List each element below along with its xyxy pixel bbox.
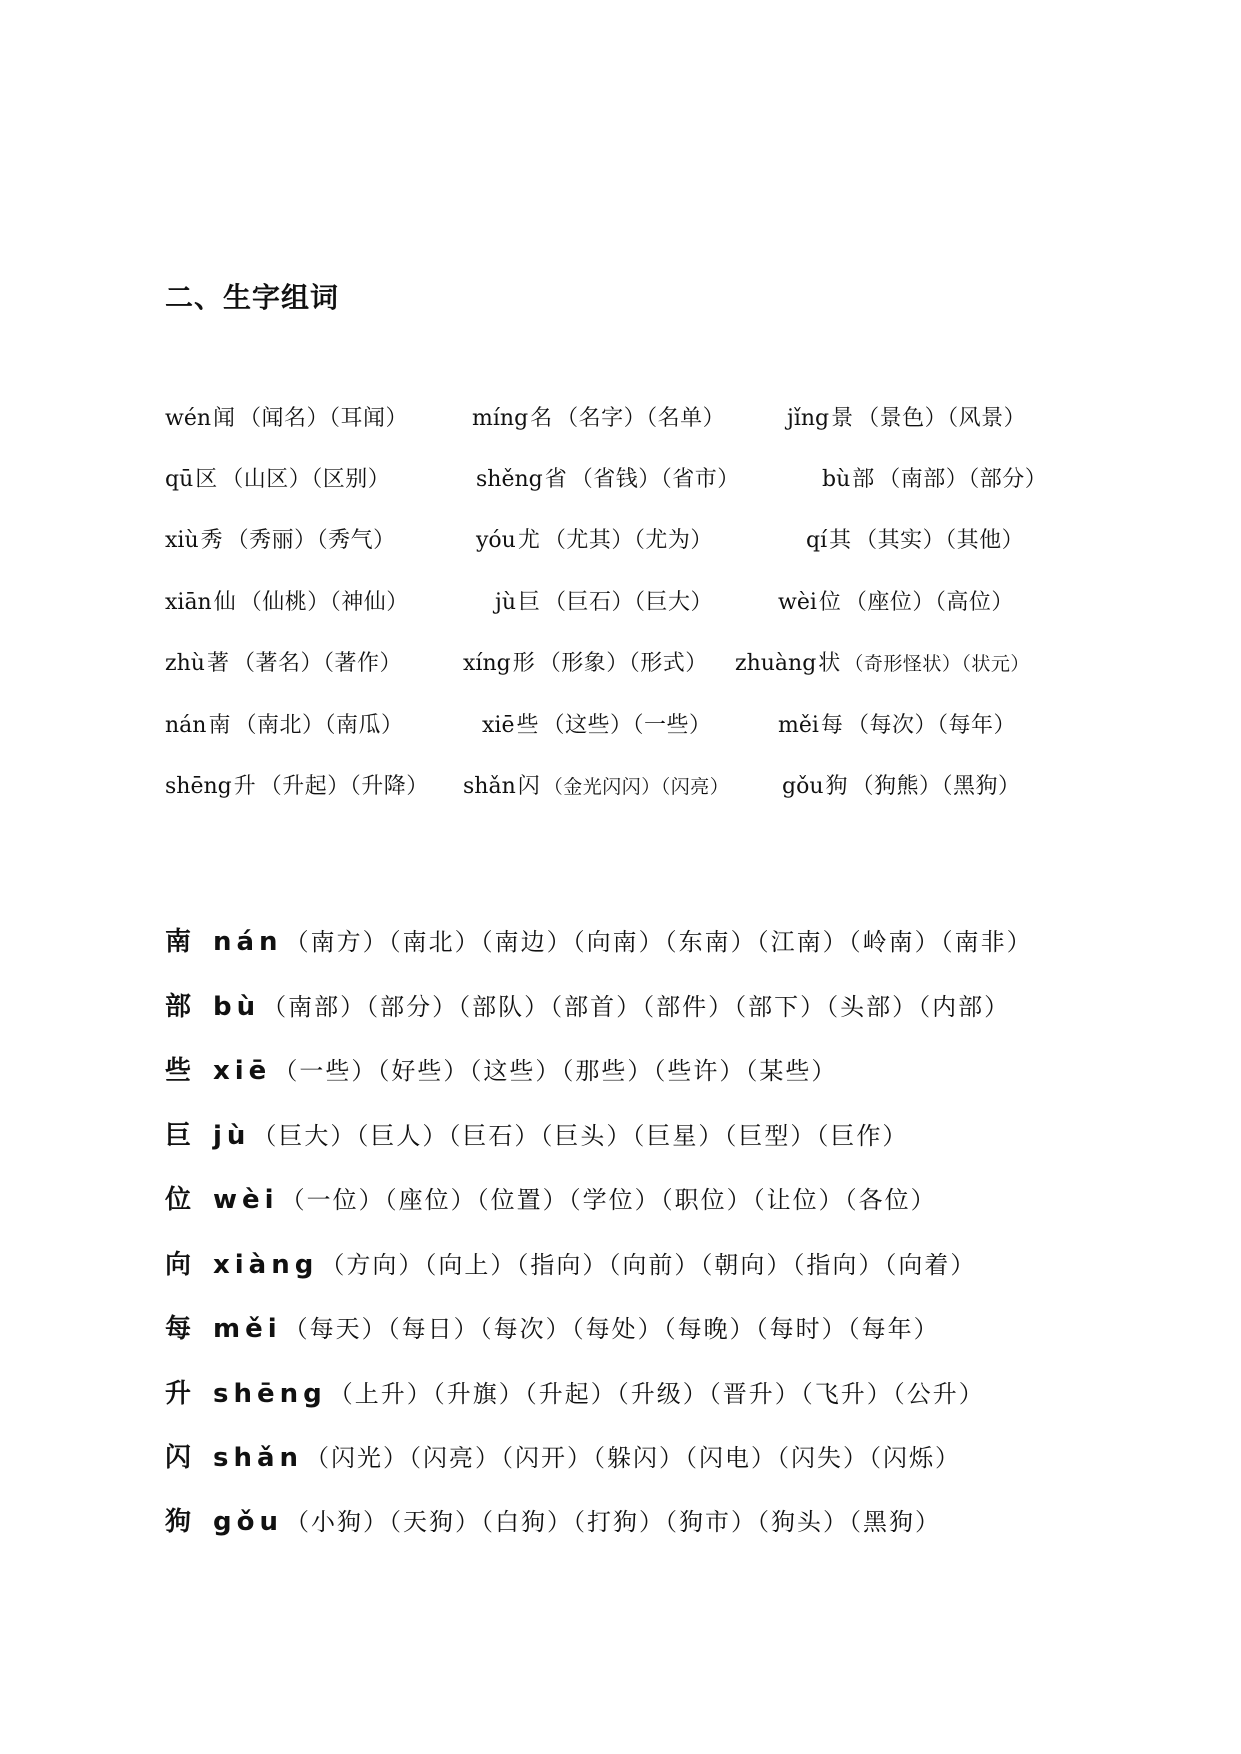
- cell-words: （升起）（升降）: [259, 774, 429, 799]
- cell-words: （省钱）（省市）: [570, 467, 740, 492]
- cell-words: （金光闪闪）（闪亮）: [543, 776, 730, 798]
- cell-pinyin: měi: [778, 713, 819, 738]
- cell-words: （尤其）（尤为）: [543, 528, 713, 553]
- word-char: 些: [165, 1056, 192, 1086]
- grid-row: [165, 709, 1165, 743]
- grid-cell: [482, 709, 712, 743]
- grid-cell: [472, 402, 725, 436]
- cell-words: （仙桃）（神仙）: [239, 590, 409, 615]
- cell-char: 些: [516, 713, 539, 738]
- word-char: 部: [165, 992, 192, 1022]
- cell-words: （座位）（高位）: [844, 590, 1014, 615]
- cell-char: 闪: [517, 774, 540, 799]
- cell-pinyin: shěng: [476, 467, 543, 492]
- cell-pinyin: yóu: [476, 528, 516, 553]
- cell-words: （每次）（每年）: [846, 713, 1016, 738]
- word-char: 南: [165, 927, 192, 957]
- word-list-row: [165, 1178, 1225, 1222]
- grid-cell: [165, 586, 409, 620]
- grid-row: [165, 524, 1165, 558]
- cell-char: 景: [831, 406, 854, 431]
- word-list-row: [165, 985, 1225, 1029]
- word-char: 狗: [165, 1507, 192, 1537]
- cell-char: 形: [512, 651, 535, 676]
- word-list-row: [165, 1114, 1225, 1158]
- word-pinyin: xiē: [213, 1056, 272, 1086]
- word-char: 向: [165, 1250, 192, 1280]
- grid-cell: [165, 463, 390, 497]
- cell-char: 位: [818, 590, 841, 615]
- grid-cell: [463, 770, 729, 804]
- cell-words: （狗熊）（黑狗）: [851, 774, 1021, 799]
- cell-char: 尤: [517, 528, 540, 553]
- grid-cell: [165, 524, 396, 558]
- word-examples: （南部）（部分）（部队）（部首）（部件）（部下）（头部）（内部）: [262, 993, 1011, 1021]
- word-pinyin: bù: [213, 992, 261, 1022]
- word-list-row: [165, 1243, 1225, 1287]
- cell-pinyin: xiān: [165, 590, 212, 615]
- cell-pinyin: qí: [806, 528, 828, 553]
- grid-cell: [787, 402, 1026, 436]
- section-title: 二、生字组词: [165, 281, 340, 314]
- grid-cell: [165, 709, 404, 743]
- word-examples: （巨大）（巨人）（巨石）（巨头）（巨星）（巨型）（巨作）: [252, 1122, 909, 1150]
- word-examples: （每天）（每日）（每次）（每处）（每晚）（每时）（每年）: [283, 1315, 940, 1343]
- cell-pinyin: qū: [165, 467, 194, 492]
- cell-pinyin: jǐng: [787, 406, 830, 431]
- cell-words: （名字）（名单）: [556, 406, 726, 431]
- cell-words: （奇形怪状）（状元）: [844, 653, 1030, 675]
- cell-char: 秀: [200, 528, 223, 553]
- cell-pinyin: wèi: [778, 590, 817, 615]
- cell-pinyin: wén: [165, 406, 212, 431]
- cell-words: （南部）（部分）: [878, 467, 1048, 492]
- cell-pinyin: shǎn: [463, 774, 516, 799]
- word-list-row: [165, 1372, 1225, 1416]
- cell-char: 区: [195, 467, 218, 492]
- word-list-row: [165, 1049, 1225, 1093]
- word-char: 每: [165, 1314, 192, 1344]
- cell-pinyin: bù: [822, 467, 851, 492]
- cell-char: 省: [544, 467, 567, 492]
- cell-pinyin: gǒu: [782, 774, 824, 799]
- word-examples: （上升）（升旗）（升起）（升级）（晋升）（飞升）（公升）: [328, 1380, 985, 1408]
- cell-char: 状: [818, 651, 841, 676]
- cell-pinyin: míng: [472, 406, 529, 431]
- cell-words: （山区）（区别）: [221, 467, 391, 492]
- cell-char: 南: [208, 713, 231, 738]
- cell-char: 狗: [825, 774, 848, 799]
- word-list-row: [165, 920, 1225, 964]
- grid-cell: [165, 770, 429, 804]
- cell-words: （景色）（风景）: [857, 406, 1027, 431]
- word-pinyin: jù: [213, 1121, 251, 1151]
- word-char: 巨: [165, 1121, 192, 1151]
- word-list-row: [165, 1307, 1225, 1351]
- cell-char: 部: [852, 467, 875, 492]
- word-examples: （南方）（南北）（南边）（向南）（东南）（江南）（岭南）（南非）: [284, 928, 1033, 956]
- cell-words: （这些）（一些）: [542, 713, 712, 738]
- grid-cell: [782, 770, 1021, 804]
- grid-cell: [735, 647, 1030, 681]
- cell-words: （著名）（著作）: [232, 651, 402, 676]
- cell-pinyin: jù: [495, 590, 516, 615]
- cell-char: 其: [829, 528, 852, 553]
- word-pinyin: wèi: [213, 1185, 279, 1215]
- grid-cell: [476, 463, 740, 497]
- cell-char: 巨: [518, 590, 541, 615]
- cell-pinyin: xiē: [482, 713, 515, 738]
- grid-row: [165, 770, 1165, 804]
- grid-cell: [806, 524, 1024, 558]
- grid-row: [165, 586, 1165, 620]
- cell-pinyin: zhuàng: [735, 651, 817, 676]
- word-examples: （小狗）（天狗）（白狗）（打狗）（狗市）（狗头）（黑狗）: [284, 1508, 941, 1536]
- cell-pinyin: zhù: [165, 651, 205, 676]
- grid-cell: [778, 586, 1014, 620]
- cell-char: 著: [206, 651, 229, 676]
- cell-char: 每: [820, 713, 843, 738]
- cell-pinyin: xíng: [463, 651, 511, 676]
- word-pinyin: xiàng: [213, 1250, 319, 1280]
- cell-pinyin: shēng: [165, 774, 232, 799]
- word-list-row: [165, 1436, 1225, 1480]
- grid-cell: [495, 586, 713, 620]
- cell-char: 仙: [213, 590, 236, 615]
- word-examples: （方向）（向上）（指向）（向前）（朝向）（指向）（向着）: [320, 1251, 977, 1279]
- grid-cell: [165, 402, 408, 436]
- cell-words: （巨石）（巨大）: [544, 590, 714, 615]
- grid-row: [165, 647, 1165, 681]
- word-list-row: [165, 1500, 1225, 1544]
- cell-words: （形象）（形式）: [538, 651, 708, 676]
- grid-cell: [476, 524, 713, 558]
- word-pinyin: shēng: [213, 1379, 327, 1409]
- cell-words: （闻名）（耳闻）: [239, 406, 409, 431]
- word-pinyin: měi: [213, 1314, 282, 1344]
- word-examples: （一些）（好些）（这些）（那些）（些许）（某些）: [273, 1057, 838, 1085]
- word-char: 升: [165, 1379, 192, 1409]
- grid-cell: [778, 709, 1016, 743]
- grid-row: [165, 402, 1165, 436]
- cell-char: 闻: [213, 406, 236, 431]
- grid-cell: [463, 647, 708, 681]
- grid-cell: [165, 647, 402, 681]
- word-examples: （闪光）（闪亮）（闪开）（躲闪）（闪电）（闪失）（闪烁）: [305, 1444, 962, 1472]
- word-examples: （一位）（座位）（位置）（学位）（职位）（让位）（各位）: [280, 1186, 937, 1214]
- cell-pinyin: nán: [165, 713, 207, 738]
- cell-words: （其实）（其他）: [855, 528, 1025, 553]
- cell-pinyin: xiù: [165, 528, 199, 553]
- word-pinyin: gǒu: [213, 1507, 283, 1537]
- cell-words: （秀丽）（秀气）: [226, 528, 396, 553]
- word-char: 闪: [165, 1443, 192, 1473]
- word-char: 位: [165, 1185, 192, 1215]
- cell-char: 名: [530, 406, 553, 431]
- word-pinyin: nán: [213, 927, 283, 957]
- cell-words: （南北）（南瓜）: [234, 713, 404, 738]
- word-pinyin: shǎn: [213, 1443, 304, 1473]
- grid-row: [165, 463, 1165, 497]
- grid-cell: [822, 463, 1047, 497]
- cell-char: 升: [233, 774, 256, 799]
